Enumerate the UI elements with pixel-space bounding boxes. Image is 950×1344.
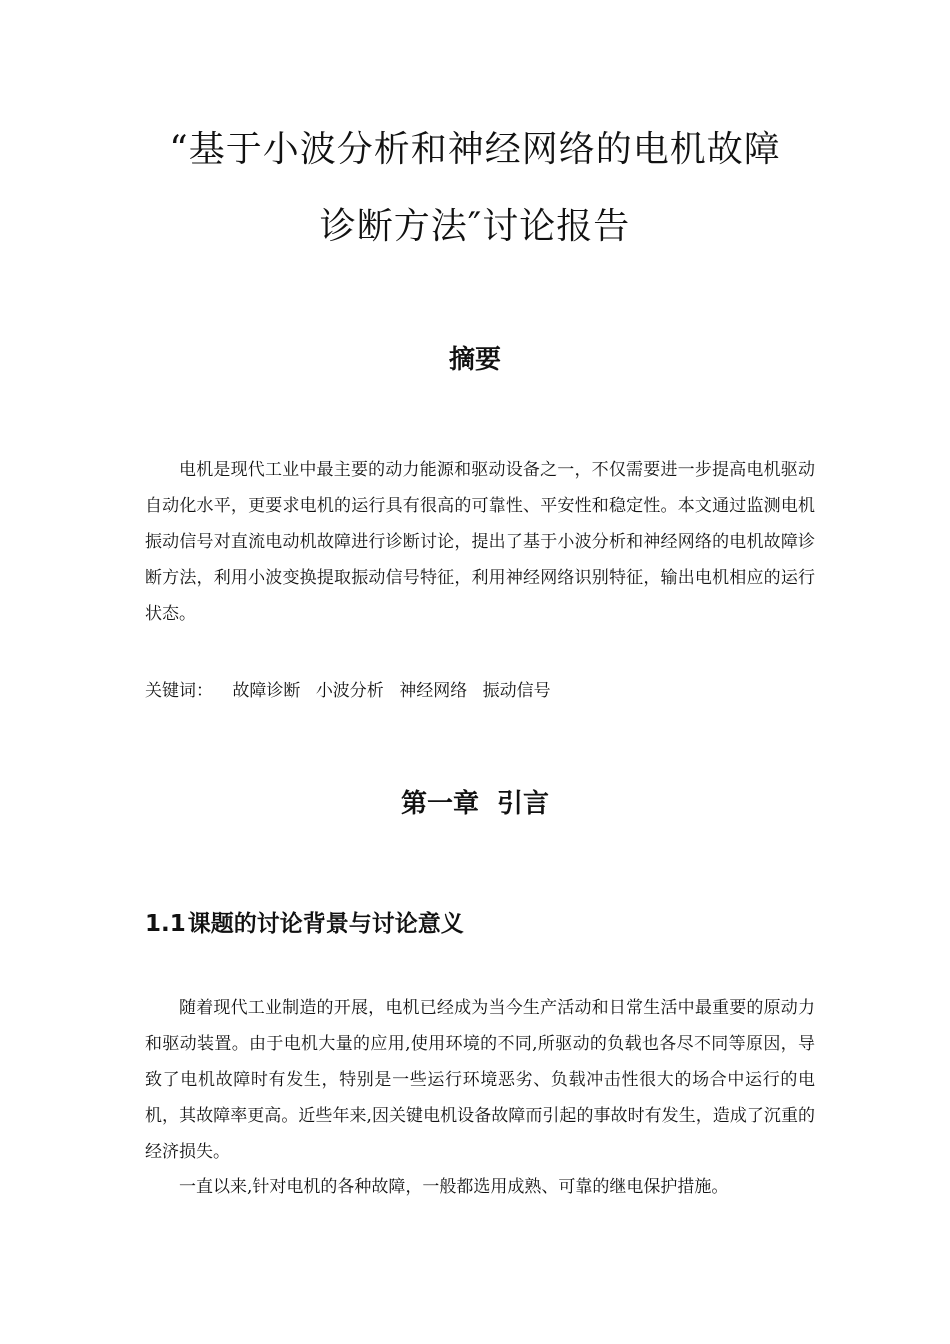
body-paragraph: 随着现代工业制造的开展，电机已经成为当今生产活动和日常生活中最重要的原动力和驱动装置。由于电机大量的应用,使用环境的不同,所驱动的负载也各尽不同等原因，导致了电机故障时有发生，特别是一些运行环境恶劣、负载冲击性很大的场合中运行的电机，其故障率更高。近些年来,因关键电机设备故障而引起的事故时有发生，造成了沉重的经济损失。 [145, 998, 815, 1162]
document-title-line-1: “基于小波分析和神经网络的电机故障 [169, 129, 781, 170]
chapter-heading: 第一章 引言 [400, 789, 550, 819]
body-paragraph: 一直以来,针对电机的各种故障，一般都选用成熟、可靠的继电保护措施。 [179, 1177, 729, 1197]
keywords-line [145, 675, 561, 707]
keyword-item: 故障诊断 [232, 681, 301, 701]
document-title-line-2: 诊断方法″讨论报告 [319, 206, 631, 247]
keywords-label: 关键词： [145, 681, 213, 701]
section-title: 课题的讨论背景与讨论意义 [187, 910, 464, 937]
section-number: 1.1 [145, 911, 186, 937]
keyword-item: 小波分析 [315, 681, 384, 701]
section-body [145, 990, 815, 1204]
abstract-paragraph: 电机是现代工业中最主要的动力能源和驱动设备之一，不仅需要进一步提高电机驱动自动化水平，更要求电机的运行具有很高的可靠性、平安性和稳定性。本文通过监测电机振动信号对直流电动机故障进行诊断讨论，提出了基于小波分析和神经网络的电机故障诊断方法，利用小波变换提取振动信号特征，利用神经网络识别特征，输出电机相应的运行状态。 [145, 460, 815, 624]
section-heading [145, 907, 464, 941]
keyword-item: 振动信号 [482, 681, 551, 701]
abstract-body [145, 452, 815, 632]
abstract-heading: 摘要 [448, 345, 501, 375]
keyword-item: 神经网络 [399, 681, 468, 701]
